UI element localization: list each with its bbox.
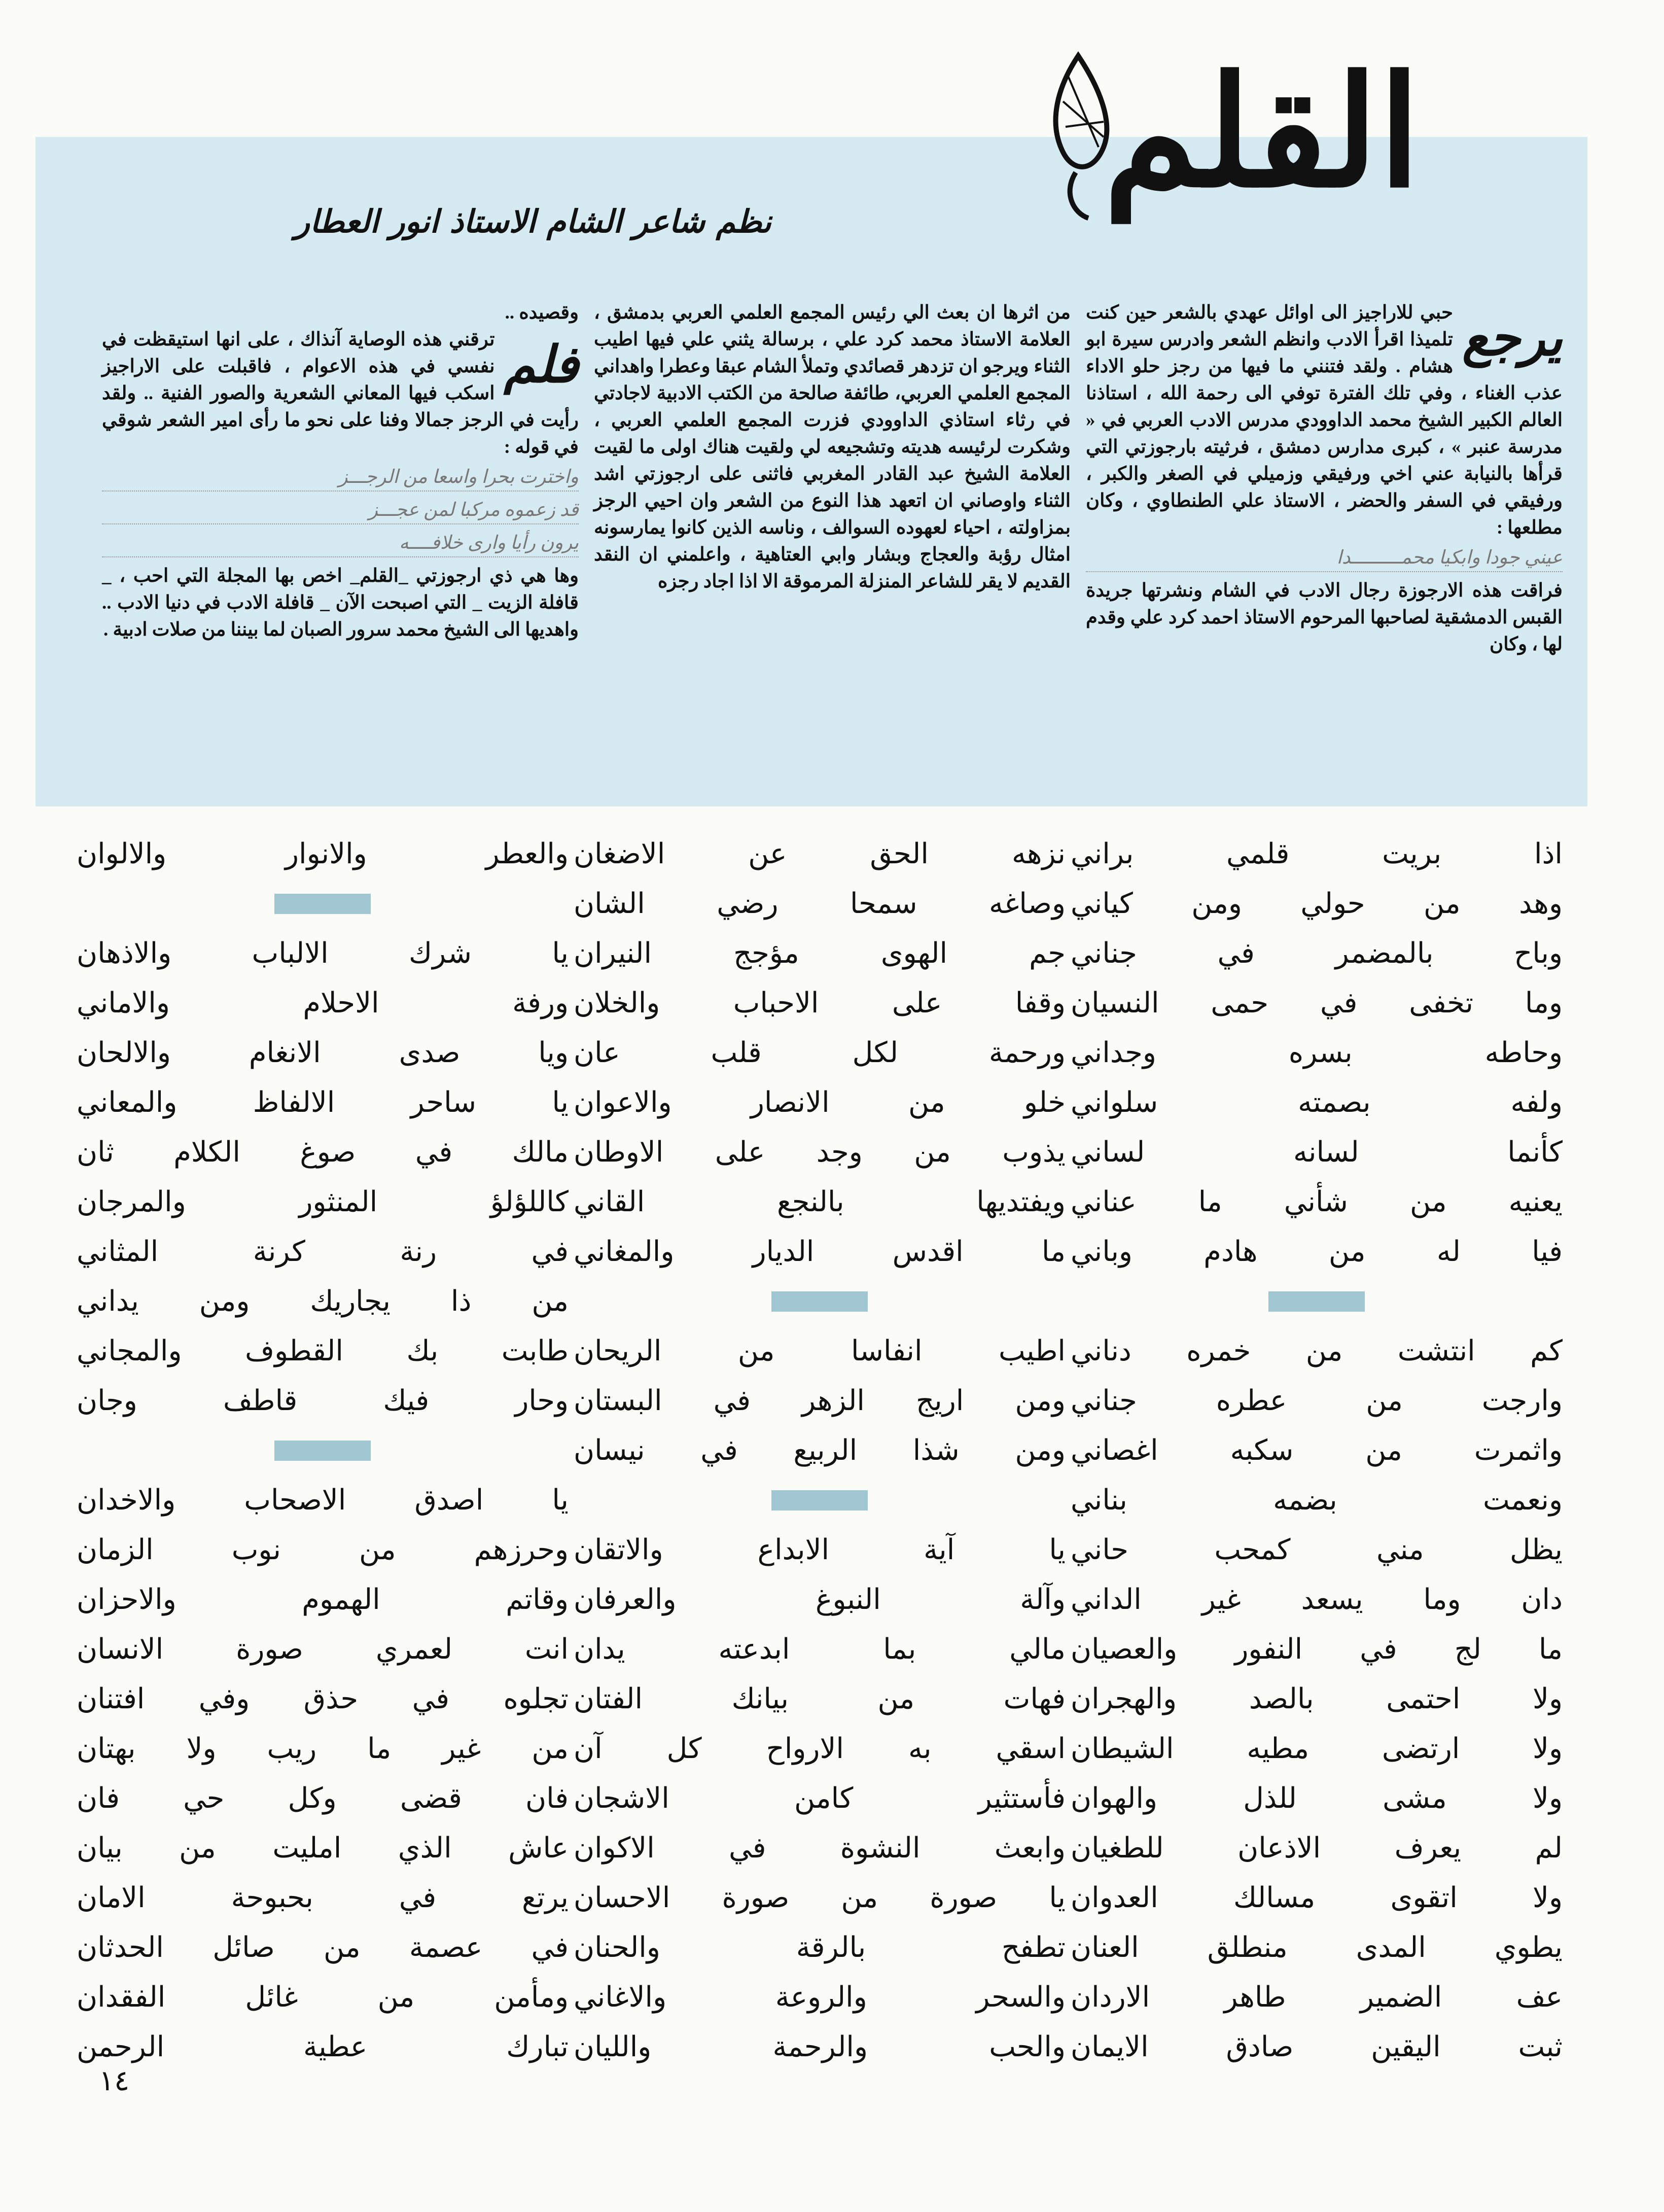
- quill-ornament-icon: [1028, 46, 1129, 228]
- intro-paragraph: من اثرها ان بعث الي رئيس المجمع العلمي العربي بدمشق ، العلامة الاستاذ محمد كرد علي ، برسالة يثني علي فيها اطيب الثناء ويرجو ان تزدهر قصائدي وتملأ الشام عبقا وعطرا واهداني المجمع العلمي العربي، طائفة صالحة من الكتب الادبية لاجادتي في رثاء استاذي الداوودي فزرت المجمع العلمي العربي ، وشكرت لرئيسه هديته وتشجيعه لي ولقيت هناك اولى ما لقيت العلامة الشيخ عبد القادر المغربي فاثنى على ارجوزتي اشد الثناء واوصاني ان اتعهد هذا النوع من الشعر وان احيي الرجز بمزاولته ، احياء لعهوده السوالف ، وناسه الذين كانوا يمارسونه امثال رؤبة والعجاج وبشار وابي العتاهية ، واعلمني ان النقد القديم لا يقر للشاعر المنزلة المرموقة الا اذا اجاد رجزه: [594, 302, 1071, 592]
- title-block: [1103, 42, 1421, 221]
- poem-verse: تطفح بالرقة والحنان: [574, 1931, 1066, 1964]
- poem-verse: وحاطه بسره وجداني: [1071, 1036, 1563, 1069]
- poem-verse: انت لعمري صورة الانسان: [77, 1633, 569, 1666]
- poem-verse: ويفتديها بالنجع القاني: [574, 1185, 1066, 1218]
- stanza-separator: [574, 1277, 1066, 1326]
- poem-verse: اذا بريت قلمي براني: [1071, 837, 1563, 870]
- poem-verse: ومن اريج الزهر في البستان: [574, 1384, 1066, 1417]
- poem-verse: من غير ما ريب ولا بهتان: [77, 1732, 569, 1765]
- poem-verse: ورفة الاحلام والاماني: [77, 987, 569, 1020]
- poem-verse: كأنما لسانه لساني: [1071, 1136, 1563, 1169]
- poem-verse: ثبت اليقين صادق الايمان: [1071, 2030, 1563, 2063]
- poem-verse: في رنة كرنة المثاني: [77, 1235, 569, 1268]
- poem-verse: جم الهوى مؤجج النيران: [574, 937, 1066, 970]
- poem-verse: نزهه الحق عن الاضغان: [574, 837, 1066, 870]
- article-title: القلم: [1103, 42, 1421, 221]
- drop-word: يرجع: [1462, 307, 1563, 367]
- poem-verse: والسحر والروعة والاغاني: [574, 1981, 1066, 2014]
- poem-verse: فأستثير كامن الاشجان: [574, 1782, 1066, 1815]
- poem-verse: يا شرك الالباب والاذهان: [77, 937, 569, 970]
- poem-verse: ويا صدى الانغام والالحان: [77, 1036, 569, 1069]
- poem-verse: وباح بالمضمر في جناني: [1071, 937, 1563, 970]
- poem-verse: في عصمة من صائل الحدثان: [77, 1931, 569, 1964]
- poem-verse: طابت بك القطوف والمجاني: [77, 1335, 569, 1367]
- poem-verse: ورحمة لكل قلب عان: [574, 1036, 1066, 1069]
- poem-verse: من ذا يجاريك ومن يداني: [77, 1285, 569, 1318]
- poem-verse: تجلوه في حذق وفي افتنان: [77, 1682, 569, 1715]
- poem-verse: يذوب من وجد على الاوطان: [574, 1136, 1066, 1169]
- intro-column-1: [1086, 299, 1563, 786]
- intro-column-2: [594, 299, 1071, 786]
- poem-verse: تبارك عطية الرحمن: [77, 2030, 569, 2063]
- poem-verse: لم يعرف الاذعان للطغيان: [1071, 1832, 1563, 1865]
- stanza-separator: [1071, 1277, 1563, 1326]
- intro-paragraph: فراقت هذه الارجوزة رجال الادب في الشام ونشرتها جريدة القبس الدمشقية لصاحبها المرحوم الاستاذ احمد كرد علي وقدم لها ، وكان: [1086, 580, 1563, 655]
- poem-verse: مالي بما ابدعته يدان: [574, 1633, 1066, 1666]
- poem-verse: مالك في صوغ الكلام ثان: [77, 1136, 569, 1169]
- poem-verse: فهات من بيانك الفتان: [574, 1682, 1066, 1715]
- poem-verse: ما لج في النفور والعصيان: [1071, 1633, 1563, 1666]
- poem-verse: وحار فيك قاطف وجان: [77, 1384, 569, 1417]
- poem-verse: عاش الذي امليت من بيان: [77, 1832, 569, 1865]
- poem-verse: كاللؤلؤ المنثور والمرجان: [77, 1185, 569, 1218]
- poem-verse: ولا اتقوى مسالك العدوان: [1071, 1881, 1563, 1914]
- poem-verse: ما اقدس الديار والمغاني: [574, 1235, 1066, 1268]
- poem-verse: يا ساحر الالفاظ والمعاني: [77, 1086, 569, 1119]
- stanza-separator: [77, 1426, 569, 1476]
- poem-verse: ولفه بصمته سلواني: [1071, 1086, 1563, 1119]
- page-number: ١٤: [99, 2064, 130, 2097]
- poem-verse: يطوي المدى منطلق العنان: [1071, 1931, 1563, 1964]
- poem-verse: وآلة النبوغ والعرفان: [574, 1583, 1066, 1616]
- poem-verse: ومأمن من غائل الفقدان: [77, 1981, 569, 2014]
- intro-quote: قد زعموه مركبا لمن عجـــز: [102, 497, 579, 524]
- poem-verse: والحب والرحمة والليان: [574, 2030, 1066, 2063]
- poem-verse: كم انتشت من خمره دناني: [1071, 1335, 1563, 1367]
- poem-verse: فان قضى وكل حي فان: [77, 1782, 569, 1815]
- poem-verse: يرتع في بحبوحة الامان: [77, 1881, 569, 1914]
- poem-verse: ومن شذا الربيع في نيسان: [574, 1434, 1066, 1467]
- poem-verse: يا صورة من صورة الاحسان: [574, 1881, 1066, 1914]
- poem-verse: فيا له من هادم وباني: [1071, 1235, 1563, 1268]
- poem-verse: وارجت من عطره جناني: [1071, 1384, 1563, 1417]
- article-subtitle: نظم شاعر الشام الاستاذ انور العطار: [295, 203, 771, 240]
- poem-column-2: [574, 829, 1066, 2072]
- poem-verse: والعطر والانوار والالوان: [77, 837, 569, 870]
- intro-quote: واخترت بحرا واسعا من الرجـــز: [102, 464, 579, 491]
- poem-verse: ونعمت بضمه بناني: [1071, 1484, 1563, 1517]
- poem-verse: اسقي به الارواح كل آن: [574, 1732, 1066, 1765]
- poem-verse: عف الضمير طاهر الاردان: [1071, 1981, 1563, 2014]
- poem-verse: وقفا على الاحباب والخلان: [574, 987, 1066, 1020]
- poem-verse: واثمرت من سكبه اغصاني: [1071, 1434, 1563, 1467]
- poem-column-1: [1071, 829, 1563, 2072]
- poem-verse: يا آية الابداع والاتقان: [574, 1533, 1066, 1566]
- stanza-separator: [574, 1476, 1066, 1525]
- intro-quote: يرون رأيا وارى خلافــــه: [102, 530, 579, 557]
- stanza-separator: [77, 879, 569, 929]
- poem-verse: دان وما يسعد غير الداني: [1071, 1583, 1563, 1616]
- poem-column-3: [77, 829, 569, 2072]
- poem-verse: ولا مشى للذل والهوان: [1071, 1782, 1563, 1815]
- intro-paragraph: ترقني هذه الوصاية آنذاك ، على انها استيقظت في نفسي في هذه الاعوام ، فاقبلت على الاراجيز اسكب فيها المعاني الشعرية والصور الفنية .. ولقد رأيت في الرجز جمالا وفنا على نحو ما رأى امير الشعر شوقي في قوله :: [102, 329, 579, 458]
- poem-verse: يظل مني كمحب حاني: [1071, 1533, 1563, 1566]
- poem-verse: يا اصدق الاصحاب والاخدان: [77, 1484, 569, 1517]
- poem-verse: وصاغه سمحا رضي الشان: [574, 887, 1066, 920]
- poem-verse: وحرزهم من نوب الزمان: [77, 1533, 569, 1566]
- poem-verse: وهد من حولي ومن كياني: [1071, 887, 1563, 920]
- intro-lead: وقصيده ..: [505, 302, 579, 323]
- poem-verse: ولا ارتضى مطيه الشيطان: [1071, 1732, 1563, 1765]
- intro-paragraph: وها هي ذي ارجوزتي _القلم_ اخص بها المجلة التي احب ، _ قافلة الزيت _ التي اصبحت الآن _ قافلة الادب في دنيا الادب .. واهديها الى الشيخ محمد سرور الصبان لما بيننا من صلات ادبية .: [102, 566, 579, 640]
- poem-verse: وما تخفى في حمى النسيان: [1071, 987, 1563, 1020]
- poem-verse: وقاتم الهموم والاحزان: [77, 1583, 569, 1616]
- poem-verse: خلو من الانصار والاعوان: [574, 1086, 1066, 1119]
- poem-verse: ولا احتمى بالصد والهجران: [1071, 1682, 1563, 1715]
- intro-paragraph: حبي للاراجيز الى اوائل عهدي بالشعر حين كنت تلميذا اقرأ الادب وانظم الشعر وادرس سيرة ابو هشام . ولقد فتنني ما فيها من رجز حلو الاداء عذب الغناء ، وفي تلك الفترة توفي الى رحمة الله ، استاذنا العالم الكبير الشيخ محمد الداوودي مدرس الادب العربي في « مدرسة عنبر » ، كبرى مدارس دمشق ، فرثيته بارجوزتي التي قرأها بالنيابة عني اخي ورفيقي وزميلي في الصغر والكبر ، ورفيقي في السفر والحضر ، الاستاذ علي الطنطاوي ، وكان مطلعها :: [1086, 302, 1563, 538]
- intro-quote: عيني جودا وابكيا محمـــــــــدا: [1086, 544, 1563, 572]
- poem-verse: يعنيه من شأني ما عناني: [1071, 1185, 1563, 1218]
- intro-column-3: [102, 299, 579, 786]
- poem-verse: وابعث النشوة في الاكوان: [574, 1832, 1066, 1865]
- poem-verse: اطيب انفاسا من الريحان: [574, 1335, 1066, 1367]
- drop-word: فلم: [504, 334, 579, 394]
